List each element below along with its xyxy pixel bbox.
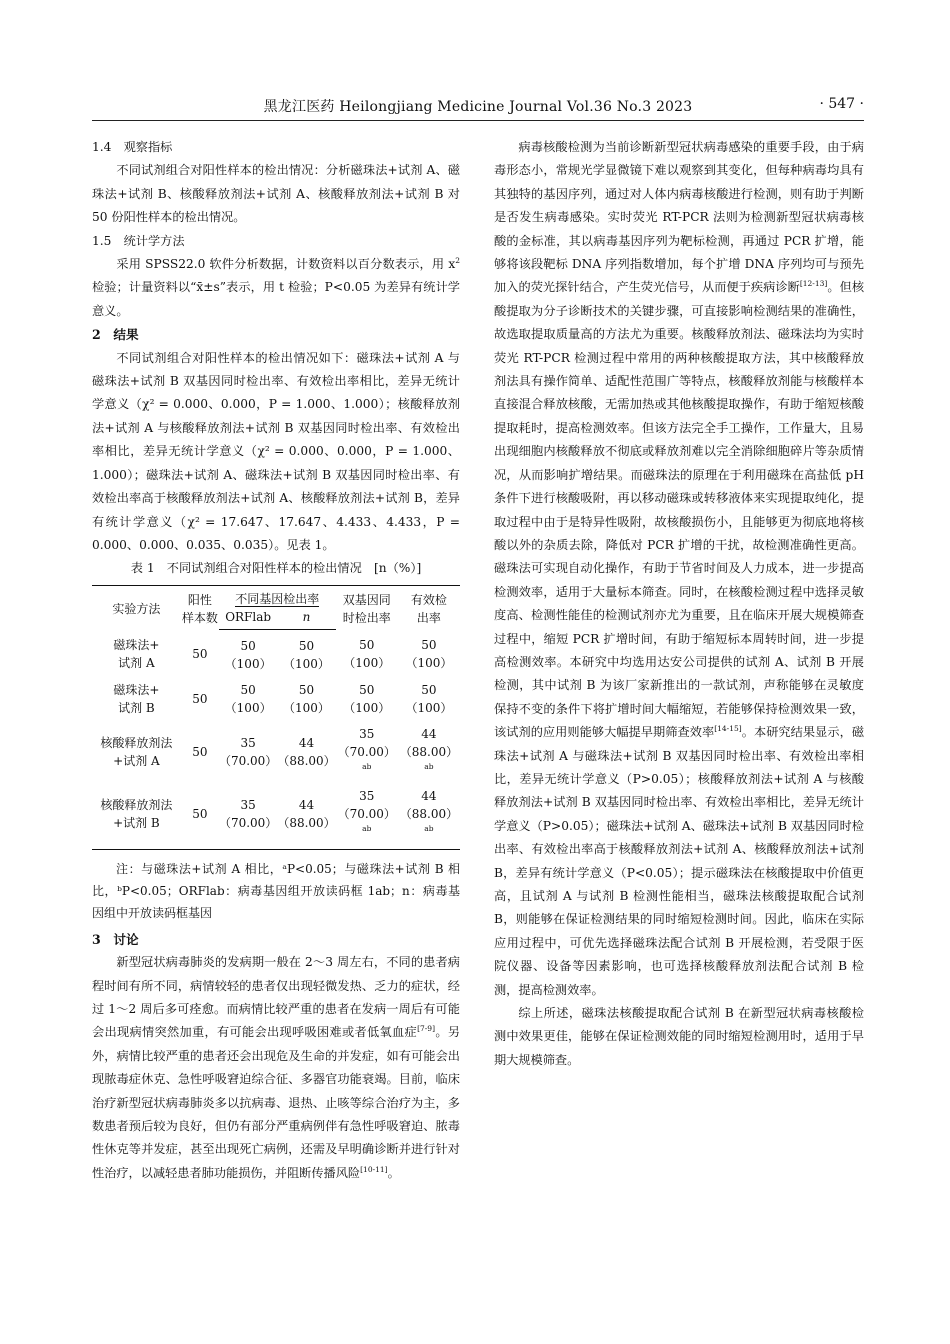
right-column bbox=[494, 136, 864, 1072]
cell-effective: 44 $(88.00)^{ab}$ bbox=[399, 726, 459, 771]
cell-positive: 50 bbox=[192, 744, 208, 759]
cell-n: 50 （100） bbox=[283, 682, 330, 715]
cell-dual: 50 （100） bbox=[343, 682, 391, 715]
cell-method: 核酸释放剂法 +试剂 A bbox=[100, 735, 173, 768]
cell-n: 50 （100） bbox=[283, 638, 330, 671]
cell-method: 磁珠法+ 试剂 B bbox=[113, 682, 160, 715]
section-1-4-title: 1.4 观察指标 bbox=[92, 140, 173, 154]
section-1-5-title: 1.5 统计学方法 bbox=[92, 233, 185, 248]
table-row bbox=[92, 629, 460, 681]
section-1-5-body bbox=[92, 253, 460, 323]
header-rule bbox=[92, 120, 864, 121]
journal-title: 黑龙江医药 Heilongjiang Medicine Journal Vol.36 No.3 2023 bbox=[263, 99, 693, 115]
th-orflab: ORFlab bbox=[219, 608, 277, 630]
th-n: n bbox=[277, 608, 335, 630]
ref-12-13: [12-13] bbox=[799, 279, 828, 289]
stats-text-a: 采用 SPSS22.0 软件分析数据，计数资料以百分数表示，用 x bbox=[116, 257, 456, 272]
cell-n: 44 （88.00） bbox=[277, 735, 336, 768]
cell-dual: 50 （100） bbox=[343, 638, 391, 671]
cell-method: 磁珠法+ 试剂 A bbox=[113, 638, 160, 671]
th-effective: 有效检 出率 bbox=[398, 585, 460, 629]
table-caption: 表 1 不同试剂组合对阳性样本的检出情况 [n（%）] bbox=[130, 561, 422, 576]
table-row bbox=[92, 787, 460, 850]
cell-method: 核酸释放剂法 +试剂 B bbox=[92, 787, 181, 850]
running-header bbox=[92, 96, 864, 118]
table-row bbox=[92, 681, 460, 725]
cell-effective: 50 （100） bbox=[405, 682, 453, 715]
table-note: 注：与磁珠法+试剂 A 相比，ᵃP<0.05；与磁珠法+试剂 B 相比，ᵇP<0.05；ORFlab：病毒基因组开放读码框 1ab；n：病毒基因组中开放读码框基因 bbox=[92, 861, 460, 920]
section-3-title: 3 讨论 bbox=[92, 931, 139, 947]
results-table bbox=[92, 585, 460, 850]
cell-orflab: 35 （70.00） bbox=[218, 735, 278, 768]
ref-10-11: [10-11] bbox=[360, 1164, 388, 1174]
cell-orflab: 35 （70.00） bbox=[219, 787, 277, 850]
cell-orflab: 50 （100） bbox=[224, 682, 272, 715]
cell-dual: 35 $(70.00)^{ab}$ bbox=[337, 726, 396, 771]
chi-square-sup: 2 bbox=[455, 256, 460, 266]
th-positive: 阳性 样本数 bbox=[181, 585, 219, 629]
left-column bbox=[92, 136, 460, 1185]
cell-positive: 50 bbox=[192, 691, 208, 706]
th-dual: 双基因同 时检出率 bbox=[336, 585, 398, 629]
th-method: 实验方法 bbox=[92, 585, 181, 629]
section-1-4-body: 不同试剂组合对阳性样本的检出情况：分析磁珠法+试剂 A、磁珠法+试剂 B、核酸释放剂法+试剂 A、核酸释放剂法+试剂 B 对 50 份阳性样本的检出情况。 bbox=[92, 163, 460, 225]
cell-n: 44 （88.00） bbox=[277, 787, 335, 850]
cell-positive: 50 bbox=[192, 647, 208, 662]
section-2-body: 不同试剂组合对阳性样本的检出情况如下：磁珠法+试剂 A 与磁珠法+试剂 B 双基因同时检出率、有效检出率相比，差异无统计学意义（χ² = 0.000、0.000，P = 1.000、1.000）；核酸释放剂法+试剂 A 与核酸释放剂法+试剂 B 双基因同时检出率、有效检出率相比，差异无统计学意义（χ² = 0.000、0.000，P = 1.000、1.000）；磁珠法+试剂 A、磁珠法+试剂 B 双基因同时检出率、有效检出率高于核酸释放剂法+试剂 A、核酸释放剂法+试剂 B，差异有统计学意义（χ² = 17.647、17.647、4.433、4.433，P = 0.000、0.000、0.035、0.035）。见表 1。 bbox=[92, 350, 460, 552]
ref-14-15: [14-15] bbox=[714, 724, 742, 734]
section-2-title: 2 结果 bbox=[92, 327, 139, 343]
th-gene-group: 不同基因检出率 bbox=[219, 585, 336, 608]
ref-7-9: [7-9] bbox=[417, 1024, 435, 1034]
cell-effective: 44 $(88.00)^{ab}$ bbox=[398, 787, 460, 850]
discussion-para-1: 病毒核酸检测为当前诊断新型冠状病毒感染的重要手段，由于病毒形态小，常规光学显微镜下难以观察到其变化，但每种病毒均具有其独特的基因序列，通过对人体内病毒核酸进行检测，则有助于判断是否发生病毒感染。实时荧光 RT-PCR 法则为检测新型冠状病毒核酸的金标准，其以病毒基因序列为靶标检测，再通过 PCR 扩增，能够将该段靶标 DNA 序列指数增加，每个扩增 DNA 序列均可与预先加入的荧光探针结合，产生荧光信号，从而便于疾病诊断[12-13]。但核酸提取为分子诊断技术的关键步骤，可直接影响检测结果的准确性，故选取提取质量高的方法尤为重要。核酸释放剂法、磁珠法均为实时荧光 RT-PCR 检测过程中常用的两种核酸提取方法，其中核酸释放剂法具有操作简单、适配性范围广等特点，核酸释放剂能与核酸样本直接混合释放核酸，无需加热或其他核酸提取操作，有助于缩短核酸提取耗时，提高检测效率。但该方法完全手工操作，工作量大，且易出现细胞内核酸释放不彻底或释放剂难以完全消除细胞碎片等杂质情况，从而影响扩增结果。而磁珠法的原理在于利用磁珠在高盐低 pH 条件下进行核酸吸附，再以移动磁珠或转移液体来实现提取纯化，提取过程中由于是特异性吸附，故核酸损伤小，且能够更为彻底地将核酸以外的杂质去除，降低对 PCR 扩增的干扰，故检测准确性更高。磁珠法可实现自动化操作，有助于节省时间及人力成本，进一步提高检测效率，适用于大量标本筛查。同时，在核酸检测过程中选择灵敏度高、检测性能佳的检测试剂亦尤为重要，且在临床开展大规模筛查过程中，缩短 PCR 扩增时间，有助于缩短标本周转时间，进一步提高检测效率。本研究中均选用达安公司提供的试剂 A、试剂 B 开展检测，其中试剂 B 为该厂家新推出的一款试剂，声称能够在灵敏度保持不变的条件下将扩增时间大幅缩短，若能够保持检测效果一致，该试剂的应用则能够大幅提早期筛查效率[14-15]。本研究结果显示，磁珠法+试剂 A 与磁珠法+试剂 B 双基因同时检出率、有效检出率相比，差异无统计学意义（P>0.05）；核酸释放剂法+试剂 A 与核酸释放剂法+试剂 B 双基因同时检出率、有效检出率相比，差异无统计学意义（P>0.05）；磁珠法+试剂 A、磁珠法+试剂 B 双基因同时检出率、有效检出率高于核酸释放剂法+试剂 A、核酸释放剂法+试剂 B，差异有统计学意义（P<0.05）；提示磁珠法在核酸提取中价值更高，且试剂 A 与试剂 B 检测性能相当，磁珠法核酸提取配合试剂 B，则能够在保证检测结果的同时缩短检测时间。因此，临床在实际应用过程中，可优先选择磁珠法配合试剂 B 开展检测，若受限于医院仪器、设备等因素影响，也可选择核酸释放剂法配合试剂 B 检测，提高检测效率。 bbox=[494, 140, 865, 997]
cell-orflab: 50 （100） bbox=[224, 638, 272, 671]
table-row bbox=[92, 725, 460, 787]
section-3-body: 新型冠状病毒肺炎的发病期一般在 2～3 周左右，不同的患者病程时间有所不同，病情较轻的患者仅出现轻微发热、乏力的症状，经过 1～2 周后多可痊愈。而病情比较严重的患者在发病一周后有可能会出现病情突然加重，有可能会出现呼吸困难或者低氧血症[7-9]。另外，病情比较严重的患者还会出现危及生命的并发症，如有可能会出现脓毒症休克、急性呼吸窘迫综合征、多器官功能衰竭。目前，临床治疗新型冠状病毒肺炎多以抗病毒、退热、止咳等综合治疗为主，多数患者预后较为良好，但仍有部分严重病例伴有急性呼吸窘迫、脓毒性休克等并发症，甚至出现死亡病例，还需及早明确诊断并进行针对性治疗，以减轻患者肺功能损伤，并阻断传播风险[10-11]。 bbox=[92, 955, 461, 1180]
cell-positive: 50 bbox=[181, 787, 219, 850]
stats-text-b: 检验；计量资料以“x̄±s”表示，用 t 检验；P<0.05 为差异有统计学意义。 bbox=[92, 280, 460, 318]
conclusion-para: 综上所述，磁珠法核酸提取配合试剂 B 在新型冠状病毒核酸检测中效果更佳，能够在保证检测效能的同时缩短检测用时，适用于早期大规模筛查。 bbox=[494, 1006, 864, 1067]
cell-effective: 50 （100） bbox=[405, 638, 453, 671]
page-number: · 547 · bbox=[819, 96, 864, 112]
cell-dual: 35 $(70.00)^{ab}$ bbox=[336, 787, 398, 850]
